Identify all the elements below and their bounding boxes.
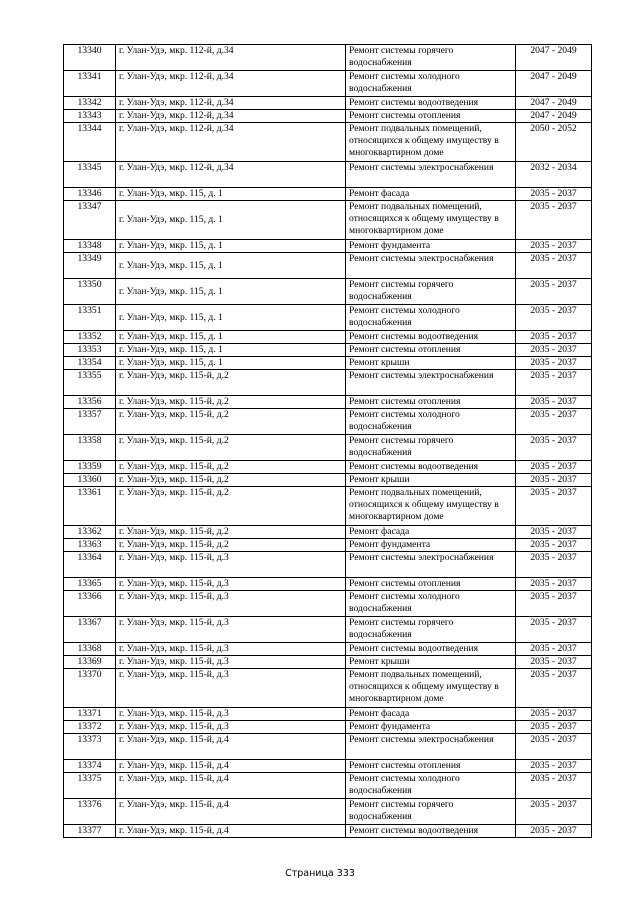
row-work-type: Ремонт системы отопления (346, 578, 516, 591)
row-address: г. Улан-Удэ, мкр. 115, д. 1 (116, 253, 346, 279)
row-period: 2047 - 2049 (516, 110, 592, 123)
row-work-type: Ремонт фасада (346, 188, 516, 201)
row-work-type: Ремонт системы водоотведения (346, 825, 516, 838)
row-period: 2035 - 2037 (516, 643, 592, 656)
row-work-type: Ремонт системы отопления (346, 344, 516, 357)
row-number: 13367 (64, 617, 116, 643)
row-work-type: Ремонт системы холодного водоснабжения (346, 71, 516, 97)
row-period: 2035 - 2037 (516, 617, 592, 643)
row-number: 13343 (64, 110, 116, 123)
row-number: 13351 (64, 305, 116, 331)
row-work-type: Ремонт системы водоотведения (346, 331, 516, 344)
row-work-type: Ремонт системы электроснабжения (346, 370, 516, 396)
row-period: 2035 - 2037 (516, 279, 592, 305)
table-body (64, 45, 592, 838)
row-period: 2035 - 2037 (516, 188, 592, 201)
row-period: 2035 - 2037 (516, 201, 592, 240)
row-number: 13349 (64, 253, 116, 279)
table-row (64, 331, 592, 344)
row-period: 2035 - 2037 (516, 669, 592, 708)
row-work-type: Ремонт системы водоотведения (346, 97, 516, 110)
row-address: г. Улан-Удэ, мкр. 112-й, д.34 (116, 123, 346, 162)
row-address: г. Улан-Удэ, мкр. 115, д. 1 (116, 279, 346, 305)
table-row (64, 435, 592, 461)
row-period: 2035 - 2037 (516, 578, 592, 591)
row-period: 2035 - 2037 (516, 305, 592, 331)
row-address: г. Улан-Удэ, мкр. 115, д. 1 (116, 201, 346, 240)
table-row (64, 760, 592, 773)
row-work-type: Ремонт системы электроснабжения (346, 253, 516, 279)
row-period: 2035 - 2037 (516, 526, 592, 539)
row-period: 2050 - 2052 (516, 123, 592, 162)
row-work-type: Ремонт фундамента (346, 539, 516, 552)
table-row (64, 97, 592, 110)
table-row (64, 656, 592, 669)
table-row (64, 799, 592, 825)
row-period: 2035 - 2037 (516, 708, 592, 721)
row-number: 13363 (64, 539, 116, 552)
row-work-type: Ремонт фундамента (346, 721, 516, 734)
table-row (64, 526, 592, 539)
table-row (64, 357, 592, 370)
table-row (64, 552, 592, 578)
table-row (64, 123, 592, 162)
row-address: г. Улан-Удэ, мкр. 115-й, д.3 (116, 708, 346, 721)
row-number: 13357 (64, 409, 116, 435)
table-row (64, 721, 592, 734)
row-address: г. Улан-Удэ, мкр. 115-й, д.2 (116, 474, 346, 487)
row-address: г. Улан-Удэ, мкр. 112-й, д.34 (116, 110, 346, 123)
row-work-type: Ремонт фасада (346, 526, 516, 539)
row-work-type: Ремонт подвальных помещений, относящихся к общему имуществу в многоквартирном доме (346, 669, 516, 708)
row-number: 13350 (64, 279, 116, 305)
row-address: г. Улан-Удэ, мкр. 115-й, д.2 (116, 435, 346, 461)
row-address: г. Улан-Удэ, мкр. 115-й, д.2 (116, 539, 346, 552)
row-address: г. Улан-Удэ, мкр. 115, д. 1 (116, 240, 346, 253)
row-address: г. Улан-Удэ, мкр. 115, д. 1 (116, 344, 346, 357)
row-period: 2035 - 2037 (516, 591, 592, 617)
table-row (64, 188, 592, 201)
table-row (64, 487, 592, 526)
table-row (64, 591, 592, 617)
row-number: 13364 (64, 552, 116, 578)
row-address: г. Улан-Удэ, мкр. 115-й, д.2 (116, 526, 346, 539)
row-work-type: Ремонт системы горячего водоснабжения (346, 799, 516, 825)
row-work-type: Ремонт системы горячего водоснабжения (346, 45, 516, 71)
table-row (64, 734, 592, 760)
row-number: 13362 (64, 526, 116, 539)
row-period: 2035 - 2037 (516, 487, 592, 526)
row-number: 13371 (64, 708, 116, 721)
row-number: 13347 (64, 201, 116, 240)
row-period: 2035 - 2037 (516, 825, 592, 838)
row-number: 13353 (64, 344, 116, 357)
table-row (64, 45, 592, 71)
row-number: 13377 (64, 825, 116, 838)
row-number: 13354 (64, 357, 116, 370)
row-number: 13373 (64, 734, 116, 760)
row-number: 13366 (64, 591, 116, 617)
row-address: г. Улан-Удэ, мкр. 115-й, д.3 (116, 591, 346, 617)
table-row (64, 409, 592, 435)
row-work-type: Ремонт системы отопления (346, 760, 516, 773)
table-row (64, 461, 592, 474)
table-row (64, 201, 592, 240)
table-row (64, 344, 592, 357)
repair-schedule-table (63, 44, 592, 838)
table-row (64, 305, 592, 331)
row-address: г. Улан-Удэ, мкр. 115-й, д.3 (116, 617, 346, 643)
row-address: г. Улан-Удэ, мкр. 115, д. 1 (116, 331, 346, 344)
row-number: 13358 (64, 435, 116, 461)
row-address: г. Улан-Удэ, мкр. 115-й, д.3 (116, 552, 346, 578)
row-work-type: Ремонт системы отопления (346, 396, 516, 409)
row-address: г. Улан-Удэ, мкр. 115, д. 1 (116, 188, 346, 201)
row-address: г. Улан-Удэ, мкр. 112-й, д.34 (116, 45, 346, 71)
row-period: 2035 - 2037 (516, 461, 592, 474)
row-period: 2035 - 2037 (516, 773, 592, 799)
row-number: 13360 (64, 474, 116, 487)
table-row (64, 474, 592, 487)
row-address: г. Улан-Удэ, мкр. 112-й, д.34 (116, 162, 346, 188)
row-work-type: Ремонт фасада (346, 708, 516, 721)
row-address: г. Улан-Удэ, мкр. 115-й, д.4 (116, 760, 346, 773)
row-period: 2035 - 2037 (516, 331, 592, 344)
row-work-type: Ремонт системы отопления (346, 110, 516, 123)
row-work-type: Ремонт системы холодного водоснабжения (346, 409, 516, 435)
row-number: 13352 (64, 331, 116, 344)
row-number: 13340 (64, 45, 116, 71)
table-row (64, 240, 592, 253)
row-period: 2035 - 2037 (516, 253, 592, 279)
row-number: 13346 (64, 188, 116, 201)
row-period: 2035 - 2037 (516, 799, 592, 825)
row-address: г. Улан-Удэ, мкр. 115-й, д.4 (116, 825, 346, 838)
row-address: г. Улан-Удэ, мкр. 115-й, д.2 (116, 370, 346, 396)
row-period: 2047 - 2049 (516, 71, 592, 97)
row-number: 13375 (64, 773, 116, 799)
row-number: 13359 (64, 461, 116, 474)
row-work-type: Ремонт системы холодного водоснабжения (346, 305, 516, 331)
row-address: г. Улан-Удэ, мкр. 115-й, д.2 (116, 487, 346, 526)
row-period: 2035 - 2037 (516, 734, 592, 760)
table-row (64, 71, 592, 97)
page-number: Страница 333 (285, 868, 355, 879)
row-number: 13365 (64, 578, 116, 591)
row-address: г. Улан-Удэ, мкр. 115-й, д.2 (116, 396, 346, 409)
table-row (64, 279, 592, 305)
row-number: 13368 (64, 643, 116, 656)
row-number: 13374 (64, 760, 116, 773)
row-work-type: Ремонт фундамента (346, 240, 516, 253)
row-number: 13342 (64, 97, 116, 110)
row-number: 13341 (64, 71, 116, 97)
row-period: 2032 - 2034 (516, 162, 592, 188)
table-row (64, 669, 592, 708)
row-address: г. Улан-Удэ, мкр. 112-й, д.34 (116, 97, 346, 110)
row-number: 13372 (64, 721, 116, 734)
row-period: 2035 - 2037 (516, 370, 592, 396)
row-address: г. Улан-Удэ, мкр. 115-й, д.2 (116, 461, 346, 474)
row-work-type: Ремонт системы холодного водоснабжения (346, 773, 516, 799)
row-work-type: Ремонт крыши (346, 656, 516, 669)
row-work-type: Ремонт системы электроснабжения (346, 162, 516, 188)
table-row (64, 370, 592, 396)
row-address: г. Улан-Удэ, мкр. 115-й, д.4 (116, 773, 346, 799)
row-address: г. Улан-Удэ, мкр. 115-й, д.3 (116, 669, 346, 708)
table-row (64, 773, 592, 799)
row-period: 2035 - 2037 (516, 656, 592, 669)
row-address: г. Улан-Удэ, мкр. 115-й, д.3 (116, 656, 346, 669)
table-row (64, 253, 592, 279)
table-row (64, 617, 592, 643)
row-work-type: Ремонт системы горячего водоснабжения (346, 435, 516, 461)
row-number: 13345 (64, 162, 116, 188)
row-work-type: Ремонт подвальных помещений, относящихся к общему имуществу в многоквартирном доме (346, 487, 516, 526)
table-row (64, 110, 592, 123)
row-work-type: Ремонт системы электроснабжения (346, 552, 516, 578)
row-work-type: Ремонт крыши (346, 357, 516, 370)
row-number: 13370 (64, 669, 116, 708)
row-address: г. Улан-Удэ, мкр. 115-й, д.2 (116, 409, 346, 435)
row-period: 2035 - 2037 (516, 435, 592, 461)
row-number: 13348 (64, 240, 116, 253)
row-work-type: Ремонт подвальных помещений, относящихся к общему имуществу в многоквартирном доме (346, 201, 516, 240)
row-address: г. Улан-Удэ, мкр. 112-й, д.34 (116, 71, 346, 97)
row-number: 13344 (64, 123, 116, 162)
row-period: 2035 - 2037 (516, 357, 592, 370)
row-work-type: Ремонт системы водоотведения (346, 461, 516, 474)
table-row (64, 643, 592, 656)
row-number: 13369 (64, 656, 116, 669)
row-work-type: Ремонт подвальных помещений, относящихся к общему имуществу в многоквартирном доме (346, 123, 516, 162)
row-number: 13361 (64, 487, 116, 526)
table-row (64, 578, 592, 591)
row-address: г. Улан-Удэ, мкр. 115-й, д.3 (116, 578, 346, 591)
row-address: г. Улан-Удэ, мкр. 115, д. 1 (116, 305, 346, 331)
row-work-type: Ремонт крыши (346, 474, 516, 487)
row-period: 2035 - 2037 (516, 409, 592, 435)
row-period: 2035 - 2037 (516, 539, 592, 552)
row-number: 13355 (64, 370, 116, 396)
row-address: г. Улан-Удэ, мкр. 115, д. 1 (116, 357, 346, 370)
row-work-type: Ремонт системы электроснабжения (346, 734, 516, 760)
row-period: 2035 - 2037 (516, 552, 592, 578)
table-row (64, 162, 592, 188)
row-period: 2035 - 2037 (516, 760, 592, 773)
row-address: г. Улан-Удэ, мкр. 115-й, д.4 (116, 734, 346, 760)
row-address: г. Улан-Удэ, мкр. 115-й, д.4 (116, 799, 346, 825)
row-number: 13356 (64, 396, 116, 409)
row-work-type: Ремонт системы горячего водоснабжения (346, 617, 516, 643)
row-period: 2047 - 2049 (516, 45, 592, 71)
row-work-type: Ремонт системы горячего водоснабжения (346, 279, 516, 305)
row-period: 2035 - 2037 (516, 240, 592, 253)
row-work-type: Ремонт системы водоотведения (346, 643, 516, 656)
row-work-type: Ремонт системы холодного водоснабжения (346, 591, 516, 617)
table-row (64, 396, 592, 409)
row-period: 2035 - 2037 (516, 721, 592, 734)
row-period: 2035 - 2037 (516, 474, 592, 487)
table-row (64, 708, 592, 721)
row-period: 2035 - 2037 (516, 396, 592, 409)
row-period: 2047 - 2049 (516, 97, 592, 110)
table-row (64, 539, 592, 552)
row-number: 13376 (64, 799, 116, 825)
row-address: г. Улан-Удэ, мкр. 115-й, д.3 (116, 643, 346, 656)
row-period: 2035 - 2037 (516, 344, 592, 357)
table-row (64, 825, 592, 838)
row-address: г. Улан-Удэ, мкр. 115-й, д.3 (116, 721, 346, 734)
